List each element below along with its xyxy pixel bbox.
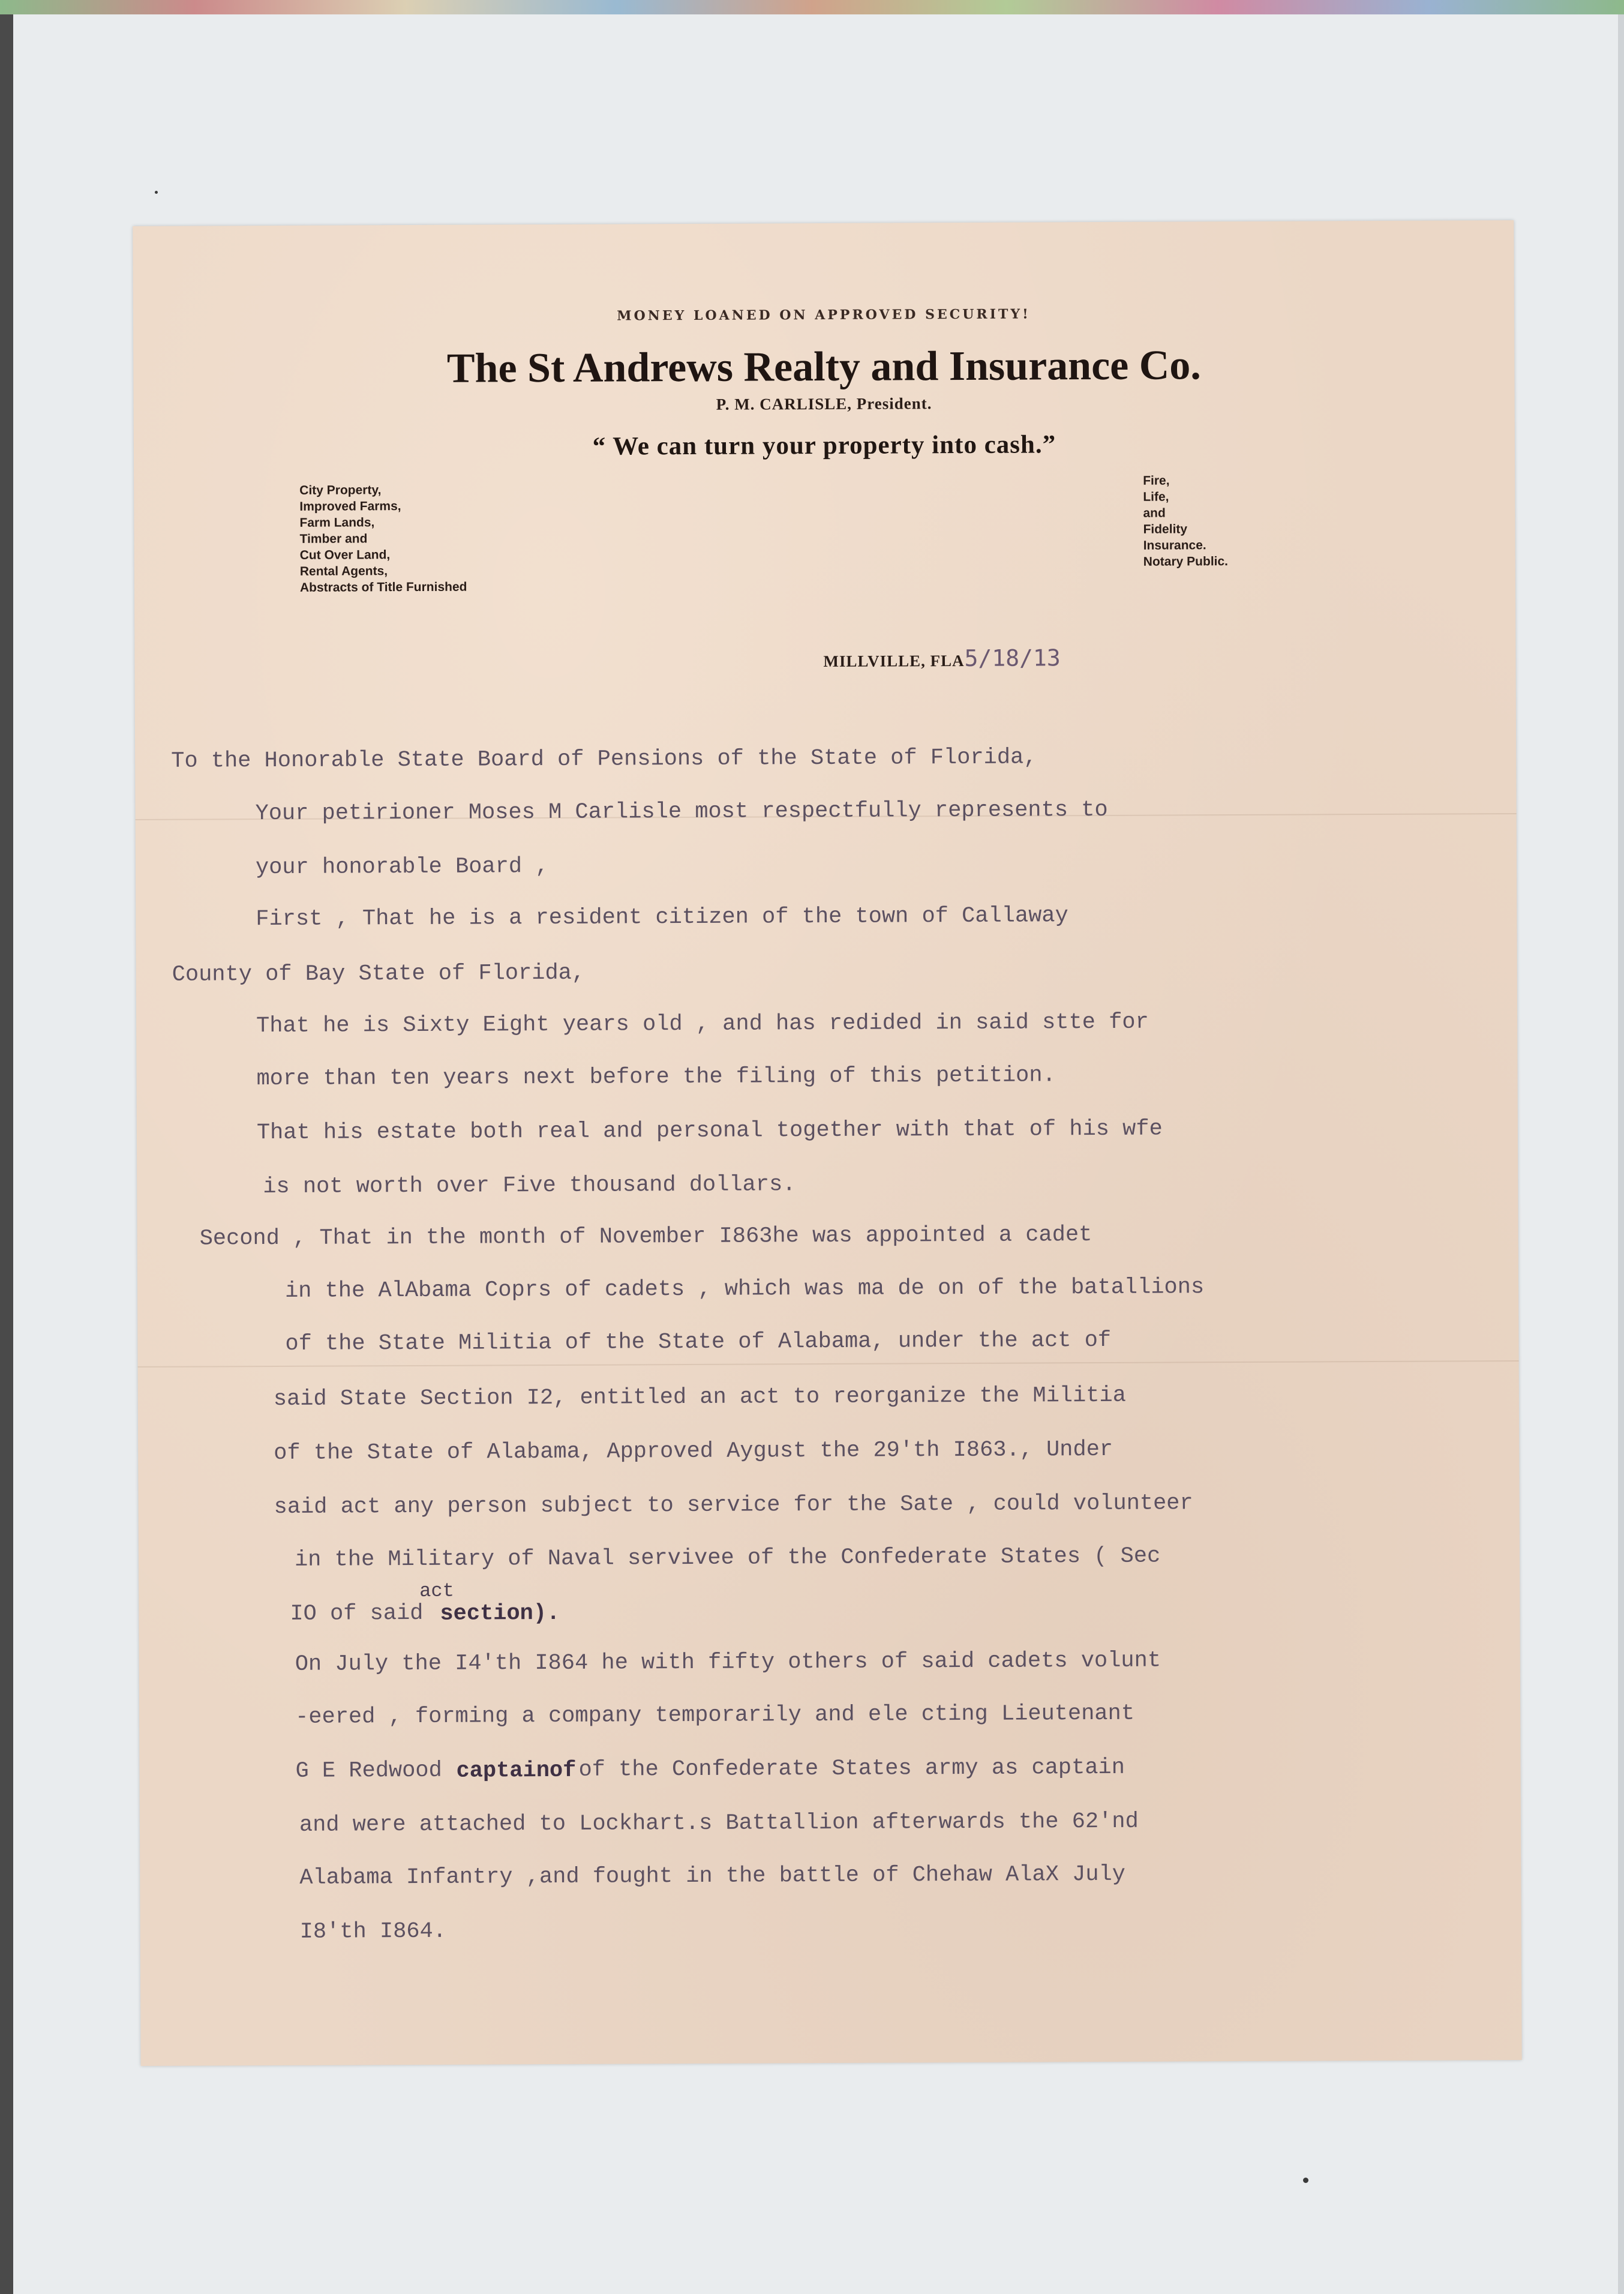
president-line: P. M. CARLISLE, President.: [716, 394, 932, 413]
letterhead-top-line: MONEY LOANED ON APPROVED SECURITY!: [617, 306, 1031, 324]
body-line: IO of said: [290, 1600, 424, 1627]
struck-word: section).: [440, 1600, 560, 1627]
service-item: Fire,: [1143, 473, 1170, 488]
service-item: Fidelity: [1143, 522, 1188, 536]
slogan: “ We can turn your property into cash.”: [592, 430, 1056, 461]
body-line: -eered , forming a company temporarily and ele cting Lieutenant: [295, 1701, 1135, 1730]
body-line: in the AlAbama Coprs of cadets , which was ma de on of the batallions: [284, 1275, 1205, 1304]
service-item: Farm Lands,: [299, 515, 375, 530]
service-item: Life,: [1143, 490, 1169, 504]
service-item: Insurance.: [1143, 538, 1206, 553]
scan-edge-left: [0, 14, 13, 2294]
service-item: Rental Agents,: [299, 564, 388, 578]
dust-speck: [1303, 2178, 1308, 2183]
services-right: [1143, 472, 1228, 570]
services-left: [299, 482, 467, 596]
service-item: Abstracts of Title Furnished: [299, 580, 467, 595]
body-line: On July the I4'th I864 he with fifty others of said cadets volunt: [295, 1648, 1161, 1677]
body-line: That his estate both real and personal together with that of his wfe: [256, 1116, 1163, 1146]
body-line: in the Military of Naval servivee of the Confederate States ( Sec: [294, 1543, 1161, 1573]
body-line: That he is Sixty Eight years old , and has redided in said stte for: [256, 1009, 1149, 1039]
body-line: County of Bay State of Florida,: [172, 960, 586, 988]
body-line: Second , That in the month of November I863he was appointed a cadet: [199, 1222, 1092, 1252]
body-line: of the State of Alabama, Approved Aygust the 29'th I863., Under: [274, 1437, 1113, 1467]
body-line: I8'th I864.: [299, 1918, 447, 1945]
body-line: more than ten years next before the filing of this petition.: [256, 1063, 1056, 1092]
body-line: of the Confederate States army as captain: [578, 1755, 1125, 1783]
service-item: City Property,: [299, 483, 382, 497]
body-line: and were attached to Lockhart.s Battallion afterwards the 62'nd: [299, 1809, 1139, 1838]
struck-word: captainof: [456, 1758, 577, 1784]
body-line: G E Redwood: [295, 1758, 442, 1784]
service-item: and: [1143, 506, 1166, 520]
body-line: First , That he is a resident citizen of the town of Callaway: [256, 903, 1068, 932]
body-line: of the State Militia of the State of Alabama, under the act of: [285, 1327, 1112, 1357]
letter-sheet: [133, 220, 1521, 2066]
paper-fold: [138, 1360, 1519, 1368]
body-line: said act any person subject to service for the Sate , could volunteer: [274, 1491, 1193, 1521]
service-item: Cut Over Land,: [299, 548, 391, 562]
body-line: Alabama Infantry ,and fought in the battle of Chehaw AlaX July: [299, 1861, 1126, 1891]
body-line: said State Section I2, entitled an act to reorganize the Militia: [273, 1383, 1126, 1413]
dateline-date: 5/18/13: [964, 644, 1061, 671]
service-item: Timber and: [299, 532, 368, 546]
body-line: To the Honorable State Board of Pensions of the State of Florida,: [171, 745, 1037, 774]
service-item: Notary Public.: [1143, 554, 1229, 569]
dust-speck: [155, 191, 158, 194]
service-item: Improved Farms,: [299, 499, 401, 514]
scan-edge-top: [0, 0, 1624, 14]
scan-edge-right: [1618, 14, 1624, 2294]
dateline-place: MILLVILLE, FLA: [823, 651, 965, 671]
dateline: [823, 644, 1060, 672]
body-line: is not worth over Five thousand dollars.: [263, 1172, 796, 1200]
body-line: Your petirioner Moses M Carlisle most respectfully represents to: [255, 797, 1108, 827]
inserted-word: act: [419, 1579, 454, 1602]
company-name: The St Andrews Realty and Insurance Co.: [446, 342, 1201, 392]
body-line: your honorable Board ,: [255, 854, 549, 881]
